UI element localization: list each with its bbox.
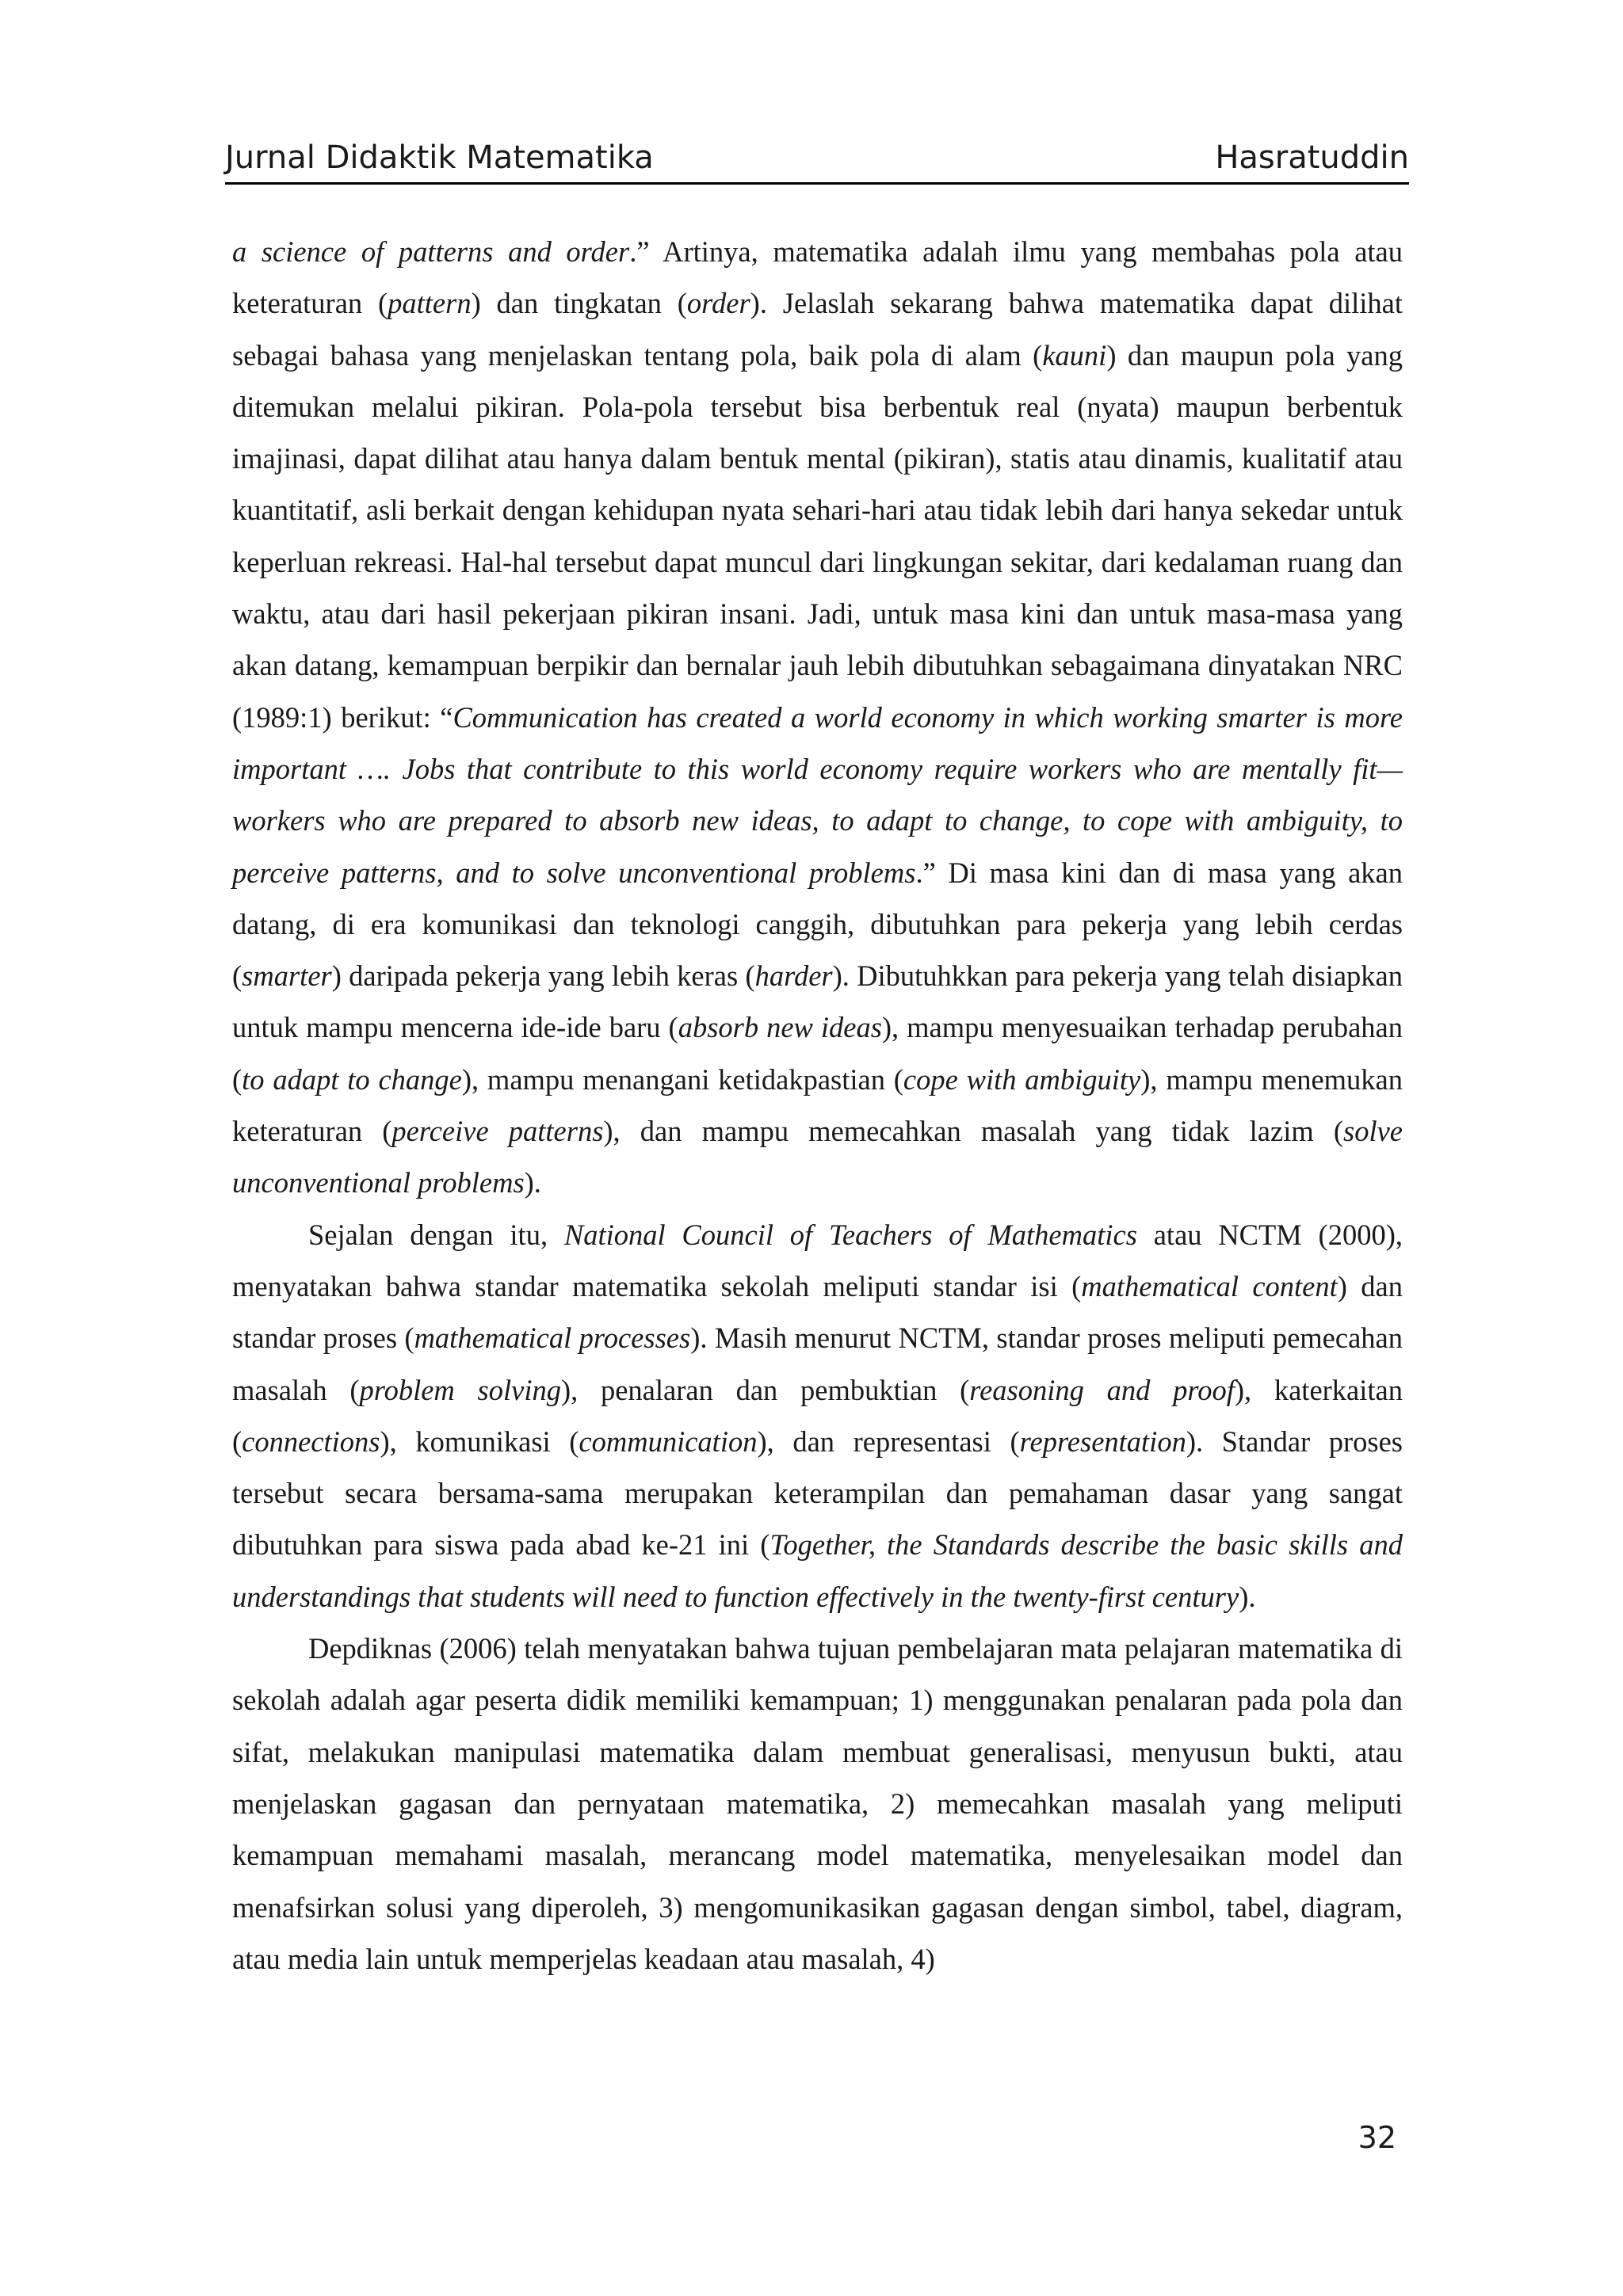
italic-run: cope with ambiguity	[903, 1062, 1141, 1096]
text-run: ).	[1239, 1580, 1256, 1613]
text-run: ), dan mampu memecahkan masalah yang tidak lazim (	[603, 1115, 1343, 1148]
paragraph-1	[232, 226, 1403, 1209]
italic-run: solve unconventional problems	[232, 1115, 1403, 1199]
italic-run: representation	[1019, 1425, 1186, 1458]
journal-title: Jurnal Didaktik Matematika	[225, 139, 654, 176]
italic-run: National Council of Teachers of Mathematics	[563, 1218, 1137, 1251]
italic-run: Together, the Standards describe the basic skills and understandings that students will need to function effectively in the twenty-first century	[232, 1528, 1403, 1613]
text-run: ), dan representasi (	[757, 1425, 1020, 1458]
text-run: ). Standar proses tersebut secara bersama-sama merupakan keterampilan dan pemahaman dasar yang sangat dibutuhkan para siswa pada abad ke-21 ini (	[232, 1425, 1403, 1562]
text-run: ) dan maupun pola yang ditemukan melalui pikiran. Pola-pola tersebut bisa berbentuk real (nyata) maupun berbentuk imajinasi, dapat dilihat atau hanya dalam bentuk mental (pikiran), statis atau dinamis, kualitatif atau kuantitatif, asli berkait dengan kehidupan nyata sehari-hari atau tidak lebih dari hanya sekedar untuk keperluan rekreasi. Hal-hal tersebut dapat muncul dari lingkungan sekitar, dari kedalaman ruang dan waktu, atau dari hasil pekerjaan pikiran insani. Jadi, untuk masa kini dan untuk masa-masa yang akan datang, kemampuan berpikir dan bernalar jauh lebih dibutuhkan sebagaimana dinyatakan NRC (1989:1) berikut: “	[232, 338, 1403, 734]
text-run: Depdiknas (2006) telah menyatakan bahwa tujuan pembelajaran mata pelajaran matematika di sekolah adalah agar peserta didik memiliki kemampuan; 1) menggunakan penalaran pada pola dan sifat, melakukan manipulasi matematika dalam membuat generalisasi, menyusun bukti, atau menjelaskan gagasan dan pernyataan matematika, 2) memecahkan masalah yang meliputi kemampuan memahami masalah, merancang model matematika, menyelesaikan model dan menafsirkan solusi yang diperoleh, 3) mengomunikasikan gagasan dengan simbol, tabel, diagram, atau media lain untuk memperjelas keadaan atau masalah, 4)	[232, 1632, 1403, 1975]
italic-run: kauni	[1042, 338, 1107, 372]
text-run: ), penalaran dan pembuktian (	[560, 1373, 970, 1406]
paragraph-2	[232, 1209, 1403, 1623]
text-run: ), mampu menangani ketidakpastian (	[461, 1062, 903, 1096]
text-run: ), mampu menemukan keteraturan (	[232, 1062, 1403, 1148]
italic-run: absorb new ideas	[678, 1011, 882, 1044]
text-run: ), katerkaitan (	[232, 1373, 1403, 1458]
italic-run: a science of patterns and order	[232, 235, 630, 268]
italic-run: to adapt to change	[242, 1062, 462, 1096]
text-run: ) dan tingkatan (	[471, 287, 687, 320]
italic-run: reasoning and proof	[969, 1373, 1235, 1406]
text-run: ). Jelaslah sekarang bahwa matematika dapat dilihat sebagai bahasa yang menjelaskan tentang pola, baik pola di alam (	[232, 287, 1403, 372]
author-name: Hasratuddin	[1215, 139, 1409, 176]
text-run: ) dan standar proses (	[232, 1269, 1403, 1355]
italic-run: mathematical processes	[414, 1322, 691, 1355]
italic-run: pattern	[388, 287, 472, 320]
running-header	[225, 133, 1409, 185]
italic-run: smarter	[242, 959, 332, 993]
italic-run: connections	[242, 1425, 380, 1458]
italic-run: harder	[754, 959, 833, 993]
text-run: ). Masih menurut NCTM, standar proses meliputi pemecahan masalah (	[232, 1322, 1403, 1406]
paragraph-3	[232, 1623, 1403, 1985]
text-run: ), mampu menyesuaikan terhadap perubahan (	[232, 1011, 1403, 1096]
text-run: .” Di masa kini dan di masa yang akan datang, di era komunikasi dan teknologi canggih, dibutuhkan para pekerja yang lebih cerdas (	[232, 856, 1403, 993]
italic-run: mathematical content	[1081, 1269, 1338, 1302]
text-run: ) daripada pekerja yang lebih keras (	[331, 959, 755, 993]
italic-run: communication	[579, 1425, 758, 1458]
italic-run: Communication has created a world economy in which working smarter is more important …. Jobs that contribute to this world economy require workers who are mentally fit—workers who are prepared to absorb new ideas, to adapt to change, to cope with ambiguity, to perceive patterns, and to solve unconventional problems	[232, 700, 1403, 889]
italic-run: problem solving	[359, 1373, 561, 1406]
text-run: atau NCTM (2000), menyatakan bahwa standar matematika sekolah meliputi standar isi (	[232, 1218, 1403, 1302]
text-run: ). Dibutuhkkan para pekerja yang telah disiapkan untuk mampu mencerna ide-ide baru (	[232, 959, 1403, 1044]
text-run: Sejalan dengan itu,	[308, 1218, 564, 1251]
text-run: ), komunikasi (	[380, 1425, 579, 1458]
article-body	[232, 226, 1403, 1985]
italic-run: order	[686, 287, 750, 320]
text-run: .” Artinya, matematika adalah ilmu yang membahas pola atau keteraturan (	[232, 235, 1403, 320]
page-number: 32	[1358, 2120, 1396, 2155]
italic-run: perceive patterns	[391, 1115, 604, 1148]
text-run: ).	[524, 1166, 541, 1199]
